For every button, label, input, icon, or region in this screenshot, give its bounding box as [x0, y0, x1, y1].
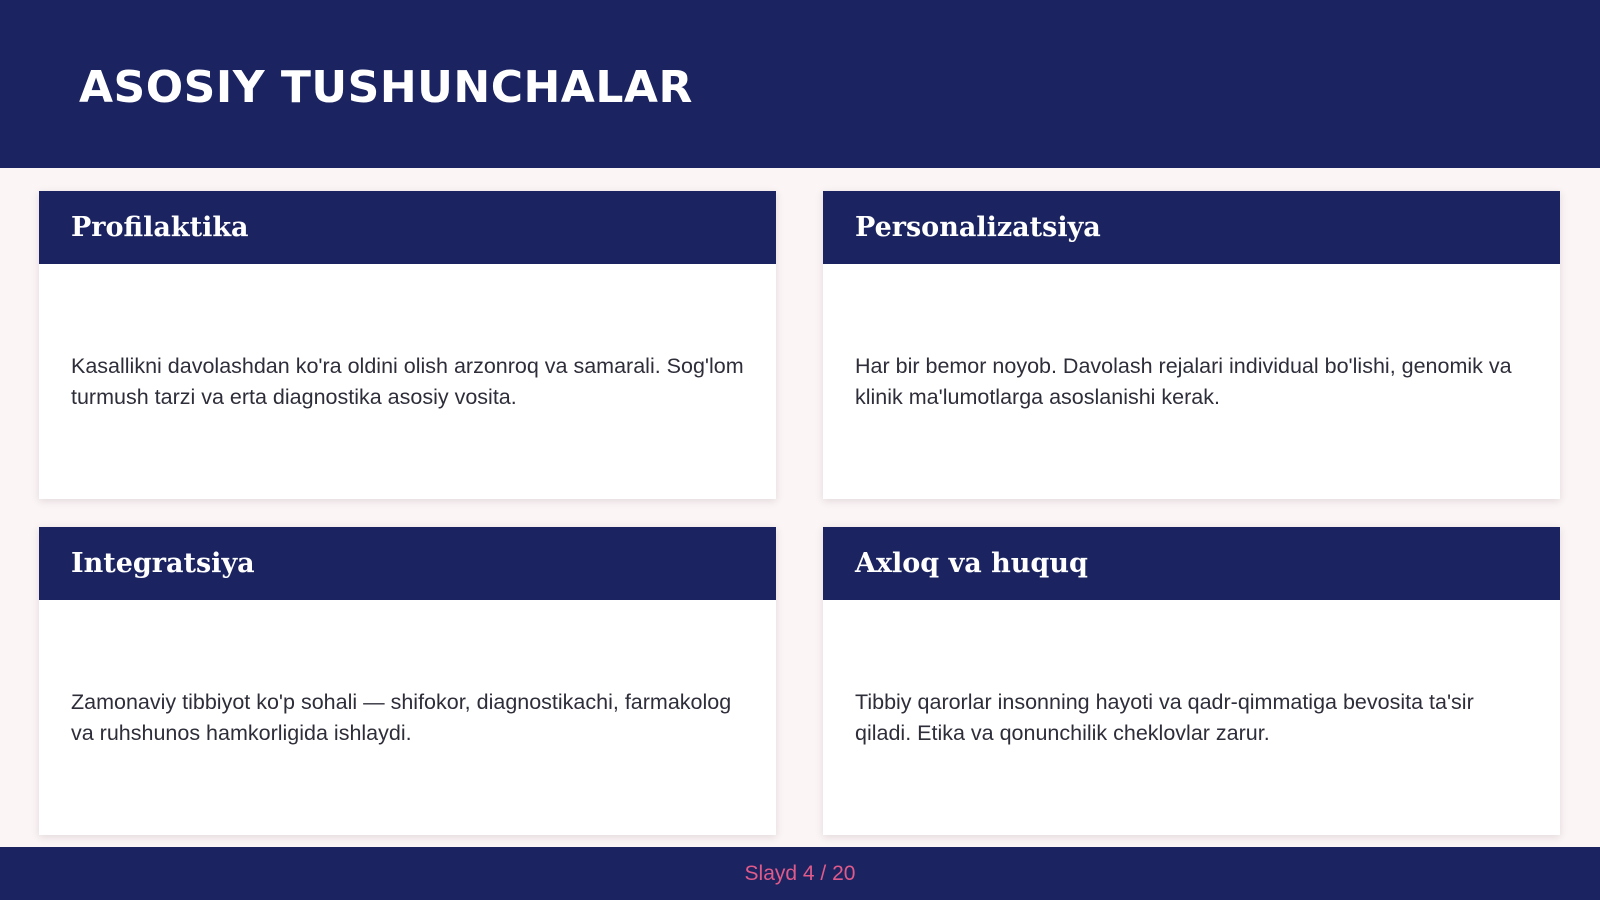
card-personalizatsiya — [823, 191, 1560, 499]
card-text: Tibbiy qarorlar insonning hayoti va qadr-qimmatiga bevosita ta'sir qiladi. Etika va qonunchilik cheklovlar zarur. — [855, 689, 1474, 745]
card-header — [39, 191, 776, 264]
card-header — [39, 527, 776, 600]
card-integratsiya — [39, 527, 776, 835]
card-header — [823, 527, 1560, 600]
card-body — [39, 264, 776, 499]
card-text: Zamonaviy tibbiyot ko'p sohali — shifokor, diagnostikachi, farmakolog va ruhshunos hamkorligida ishlaydi. — [71, 689, 732, 745]
card-axloq-va-huquq — [823, 527, 1560, 835]
page-title: ASOSIY TUSHUNCHALAR — [79, 62, 693, 113]
card-body — [823, 600, 1560, 835]
card-profilaktika — [39, 191, 776, 499]
card-title: Axloq va huquq — [855, 548, 1088, 579]
card-title: Personalizatsiya — [855, 212, 1101, 243]
card-text: Har bir bemor noyob. Davolash rejalari individual bo'lishi, genomik va klinik ma'lumotlarga asoslanishi kerak. — [855, 353, 1512, 409]
card-title: Integratsiya — [71, 548, 255, 579]
card-body — [39, 600, 776, 835]
card-header — [823, 191, 1560, 264]
slide-footer — [0, 847, 1600, 900]
card-title: Profilaktika — [71, 212, 249, 243]
slide-counter: Slayd 4 / 20 — [744, 861, 856, 885]
slide-header — [0, 0, 1600, 168]
card-text: Kasallikni davolashdan ko'ra oldini olish arzonroq va samarali. Sog'lom turmush tarzi va erta diagnostika asosiy vosita. — [71, 353, 744, 409]
card-body — [823, 264, 1560, 499]
